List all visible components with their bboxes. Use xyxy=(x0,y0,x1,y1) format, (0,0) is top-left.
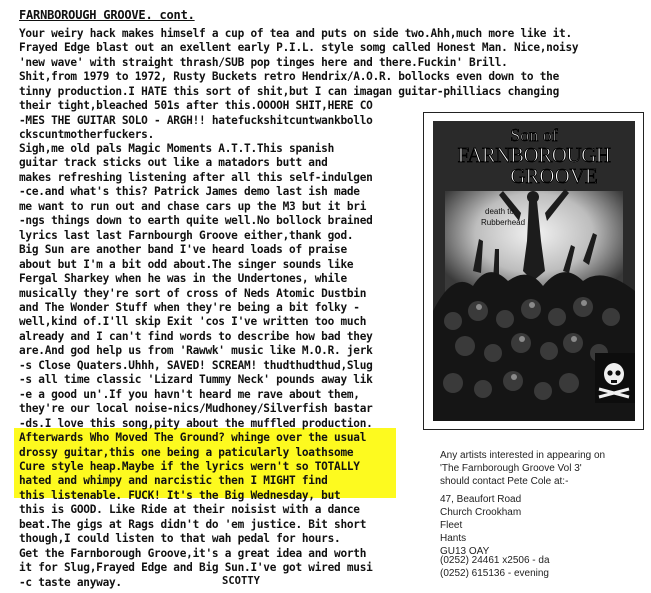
contact-intro-line: 'The Farnborough Groove Vol 3' xyxy=(440,463,582,474)
article-line-highlighted: this listenable. FUCK! It's the Big Wednesday, but xyxy=(19,488,341,502)
article-line: already and I can't find words to describe how bad they xyxy=(19,329,373,343)
article-line: makes refreshing listening after all this self-indulgen xyxy=(19,170,373,184)
article-line: though,I could listen to that wah pedal for hours. xyxy=(19,532,341,546)
address-line: Fleet xyxy=(440,520,463,531)
contact-address xyxy=(440,493,521,558)
article-line-highlighted: drossy guitar,this one being a paticularly loathsome xyxy=(19,445,354,459)
phone-line: (0252) 615136 - evening xyxy=(440,568,549,579)
article-line: this is GOOD. Like Ride at their noisist with a dance xyxy=(19,503,360,517)
article-line-highlighted: hated and whimpy and narcistic then I MIGHT find xyxy=(19,474,328,488)
article-line: their tight,bleached 501s after this.OOOOH SHIT,HERE CO xyxy=(19,99,373,113)
article-line: -ngs things down to earth quite well.No bollock brained xyxy=(19,214,373,228)
contact-intro xyxy=(440,449,605,488)
article-line: ckscuntmotherfuckers. xyxy=(19,128,155,142)
article-line: they're our local noise-nics/Mudhoney/Silverfish bastar xyxy=(19,402,373,416)
article-line: -MES THE GUITAR SOLO - ARGH!! hatefuckshitcuntwankbollo xyxy=(19,113,373,127)
article-line: Big Sun are another band I've heard loads of praise xyxy=(19,243,347,257)
article-heading: FARNBOROUGH GROOVE. cont. xyxy=(19,8,195,22)
article-line-highlighted: Afterwards Who Moved The Ground? whinge over the usual xyxy=(19,431,367,445)
contact-intro-line: should contact Pete Cole at:- xyxy=(440,476,569,487)
address-line: Church Crookham xyxy=(440,507,522,518)
cover-artwork xyxy=(433,121,635,421)
article-column-block xyxy=(19,142,419,590)
article-line: 'new wave' with straight thrash/SUB pop tinges here and there.Fuckin' Brill. xyxy=(19,55,508,69)
article-line: tinny production.I HATE this sort of shit,but I can imagan guitar-philliacs changing xyxy=(19,84,560,98)
skull-crossbones-icon xyxy=(595,353,635,403)
article-line: lyrics last last Farnbourgh Groove either,thank god. xyxy=(19,228,354,242)
article-line: Your weiry hack makes himself a cup of tea and puts on side two.Ahh,much more like it. xyxy=(19,27,572,40)
article-line: -ds.I love this song,pity about the muffled production. xyxy=(19,416,373,430)
article-line: -s all time classic 'Lizard Tummy Neck' pounds away lik xyxy=(19,373,373,387)
article-line: Get the Farnborough Groove,it's a great idea and worth xyxy=(19,546,367,560)
article-line: are.And god help us from 'Rawwk' music like M.O.R. jerk xyxy=(19,344,373,358)
article-line: beat.The gigs at Rags didn't do 'em justice. Bit short xyxy=(19,517,367,531)
address-line: 47, Beaufort Road xyxy=(440,494,522,505)
cover-subtitle-line1: death to xyxy=(485,207,514,216)
cover-title-line3: GROOVE xyxy=(510,164,598,188)
article-line: Frayed Edge blast out an exellent early P.I.L. style somg called Honest Man. Nice,noisy xyxy=(19,41,579,55)
article-line: -e a good un'.If you havn't heard me rave about them, xyxy=(19,387,360,401)
phone-line: (0252) 24461 x2506 - da xyxy=(440,555,550,566)
article-line: -s Close Quaters.Uhhh, SAVED! SCREAM! thudthudthud,Slug xyxy=(19,358,373,372)
cover-title-line2: FARNBOROUGH xyxy=(457,143,611,167)
article-line: me want to run out and chase cars up the M3 but it bri xyxy=(19,199,367,213)
article-line: about but I'm a bit odd about.The singer sounds like xyxy=(19,257,354,271)
article-line: musically they're sort of cross of Neds Atomic Dustbin xyxy=(19,286,367,300)
article-line: and The Wonder Stuff when they're being a bit folky - xyxy=(19,300,360,314)
address-line: Hants xyxy=(440,533,467,544)
author-signature: SCOTTY xyxy=(222,575,260,587)
article-line: Shit,from 1979 to 1972, Rusty Buckets retro Hendrix/A.O.R. bollocks even down to the xyxy=(19,70,560,84)
article-line: -c taste anyway. xyxy=(19,575,122,589)
contact-phone xyxy=(440,554,550,580)
article-line: it for Slug,Frayed Edge and Big Sun.I've got wired musi xyxy=(19,561,373,575)
address-line: GU13 OAY xyxy=(440,546,490,557)
cover-title-line1: Son of xyxy=(510,125,558,145)
article-line: guitar track sticks out like a matadors butt and xyxy=(19,156,328,170)
article-line: Fergal Sharkey when he was in the Undertones, while xyxy=(19,272,347,286)
article-line: Sigh,me old pals Magic Moments A.T.T.This spanish xyxy=(19,142,335,155)
contact-intro-line: Any artists interested in appearing on xyxy=(440,450,606,461)
article-line-highlighted: Cure style heap.Maybe if the lyrics wern't so TOTALLY xyxy=(19,459,360,473)
article-line: -ce.and what's this? Patrick James demo last ish made xyxy=(19,185,360,199)
cover-subtitle-line2: Rubberhead xyxy=(481,218,526,227)
article-line: well,kind of.I'll skip Exit 'cos I've written too much xyxy=(19,315,367,329)
